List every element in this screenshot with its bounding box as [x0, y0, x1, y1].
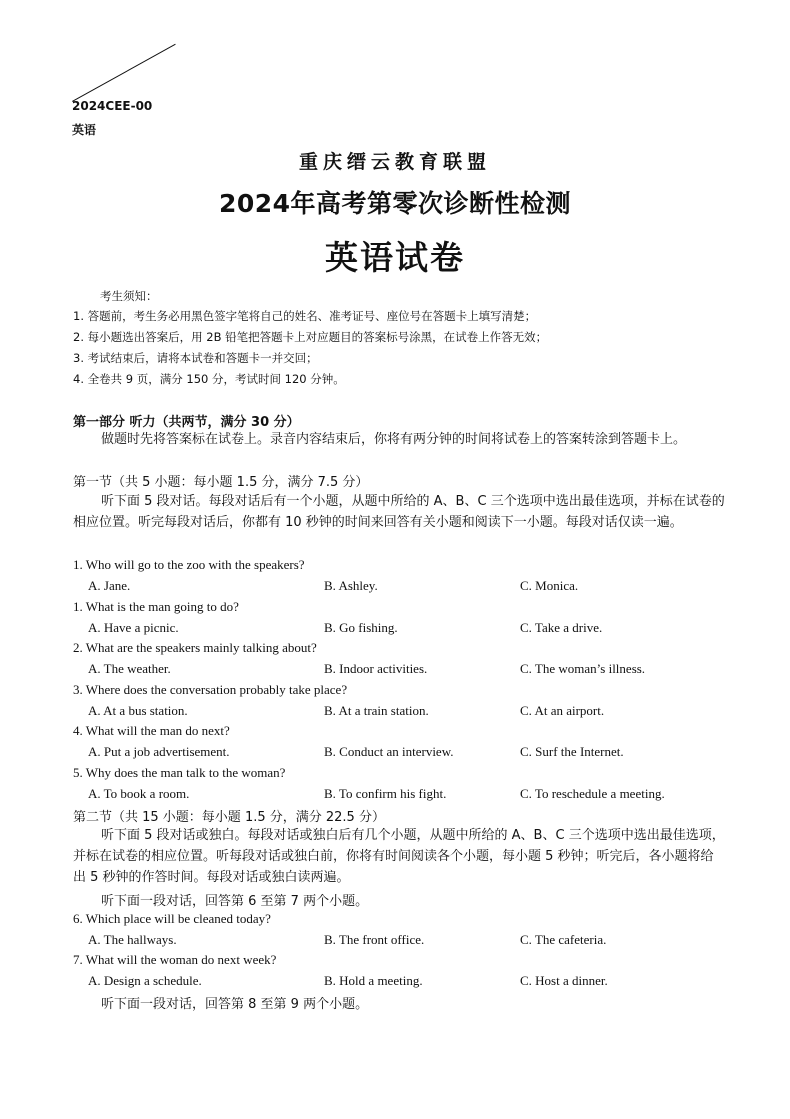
- exam-title: 2024年高考第零次诊断性检测: [218, 189, 572, 218]
- question-stem: 7. What will the woman do next week?: [73, 952, 277, 967]
- section-heading: 第一节（共 5 小题：每小题 1.5 分，满分 7.5 分）: [73, 475, 369, 490]
- notice-heading: 考生须知：: [100, 289, 158, 303]
- option-b: B. At a train station.: [324, 703, 429, 718]
- option-b: B. Go fishing.: [324, 620, 398, 635]
- organization-name: 重庆缙云教育联盟: [298, 151, 491, 173]
- paper-title: 英语试卷: [325, 238, 465, 277]
- corner-divider-line: [72, 44, 176, 102]
- question-stem: 5. Why does the man talk to the woman?: [73, 765, 286, 780]
- option-c: C. At an airport.: [520, 703, 605, 718]
- option-a: A. Design a schedule.: [88, 973, 202, 988]
- option-c: C. The cafeteria.: [520, 932, 607, 947]
- option-a: A. To book a room.: [88, 786, 190, 801]
- option-c: C. To reschedule a meeting.: [520, 786, 665, 801]
- part-heading: 第一部分 听力（共两节，满分 30 分）: [73, 415, 300, 430]
- notice-item: 3. 考试结束后，请将本试卷和答题卡一并交回；: [73, 351, 318, 365]
- option-b: B. The front office.: [324, 932, 425, 947]
- option-b: B. Hold a meeting.: [324, 973, 423, 988]
- option-a: A. Put a job advertisement.: [88, 744, 230, 759]
- option-b: B. Indoor activities.: [324, 661, 428, 676]
- option-c: C. Surf the Internet.: [520, 744, 624, 759]
- option-b: B. To confirm his fight.: [324, 786, 447, 801]
- question-stem: 6. Which place will be cleaned today?: [73, 911, 271, 926]
- notice-item: 1. 答题前，考生务必用黑色签字笔将自己的姓名、准考证号、座位号在答题卡上填写清楚；: [73, 309, 537, 323]
- part-intro: 做题时先将答案标在试卷上。录音内容结束后，你将有两分钟的时间将试卷上的答案转涂到答题卡上。: [101, 432, 687, 447]
- option-a: A. Jane.: [88, 578, 131, 593]
- dialogue-lead: 听下面一段对话，回答第 6 至第 7 两个小题。: [101, 894, 369, 909]
- option-c: C. Host a dinner.: [520, 973, 608, 988]
- question-stem: 4. What will the man do next?: [73, 723, 230, 738]
- option-c: C. The woman’s illness.: [520, 661, 646, 676]
- subject-label: 英语: [72, 123, 97, 137]
- section-heading: 第二节（共 15 小题：每小题 1.5 分，满分 22.5 分）: [73, 810, 385, 825]
- option-a: A. At a bus station.: [88, 703, 188, 718]
- exam-code: 2024CEE-00: [72, 99, 153, 113]
- option-b: B. Ashley.: [324, 578, 378, 593]
- option-a: A. The weather.: [88, 661, 171, 676]
- option-a: A. Have a picnic.: [88, 620, 179, 635]
- option-a: A. The hallways.: [88, 932, 177, 947]
- section-intro: 听下面 5 段对话。每段对话后有一个小题，从题中所给的 A、B、C 三个选项中选出最佳选项，并标在试卷的相应位置。听完每段对话后，你都有 10 秒钟的时间来回答有关小题和阅读下一小题。每段对话仅读一遍。: [73, 494, 725, 530]
- dialogue-lead: 听下面一段对话，回答第 8 至第 9 两个小题。: [101, 997, 369, 1012]
- notice-item: 2. 每小题选出答案后，用 2B 铅笔把答题卡上对应题目的答案标号涂黑，在试卷上作答无效；: [73, 330, 548, 344]
- option-b: B. Conduct an interview.: [324, 744, 454, 759]
- option-c: C. Monica.: [520, 578, 579, 593]
- option-c: C. Take a drive.: [520, 620, 603, 635]
- notice-item: 4. 全卷共 9 页，满分 150 分，考试时间 120 分钟。: [73, 372, 345, 386]
- question-stem: 2. What are the speakers mainly talking about?: [73, 640, 317, 655]
- section-intro: 听下面 5 段对话或独白。每段对话或独白后有几个小题，从题中所给的 A、B、C 三个选项中选出最佳选项，并标在试卷的相应位置。听每段对话或独白前，你将有时间阅读各个小题，每小题 5 秒钟；听完后，各小题将给出 5 秒钟的作答时间。每段对话或独白读两遍。: [73, 828, 725, 885]
- question-stem: 3. Where does the conversation probably take place?: [73, 682, 348, 697]
- question-stem: 1. Who will go to the zoo with the speakers?: [73, 557, 305, 572]
- question-stem: 1. What is the man going to do?: [73, 599, 239, 614]
